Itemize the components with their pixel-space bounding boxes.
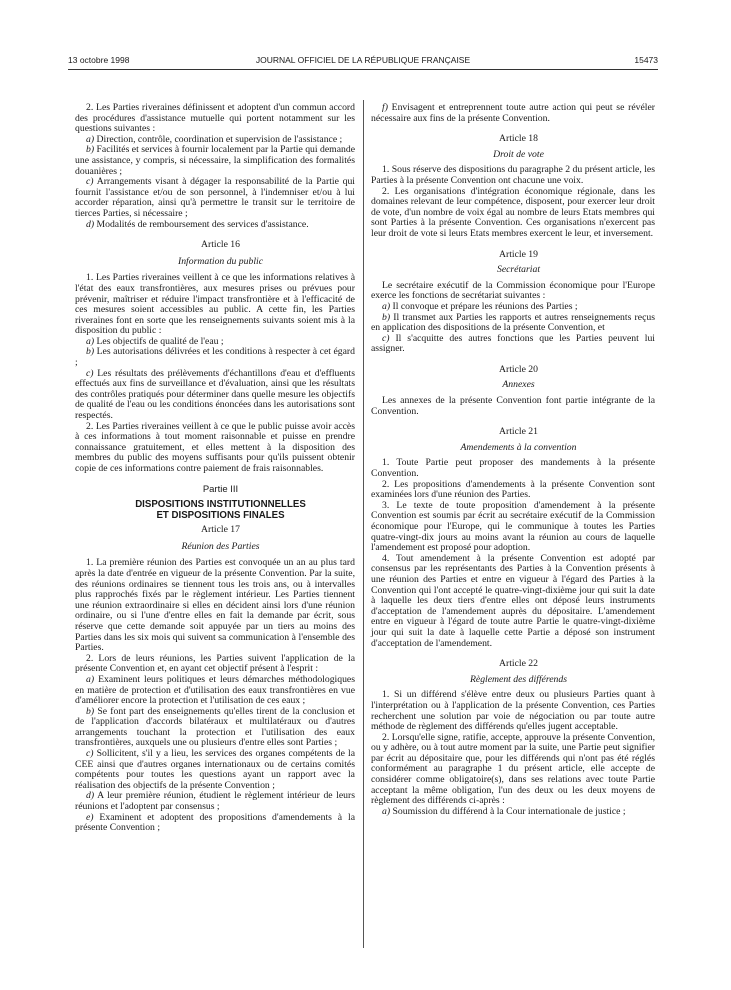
article-subtitle: Information du public (177, 255, 264, 267)
list-item (75, 749, 355, 791)
paragraph: 3. Le texte de toute proposition d'amendement à la présente Convention est soumis par écrit au secrétaire exécutif de la Commission économique pour l'Europe, qui le communique à toutes les Parties quatre-vingt-dix jours au moins avant la réunion au cours de laquelle l'amendement est proposé pour adoption. (371, 499, 655, 554)
item-text: Examinent et adoptent des propositions d'amendements à la présente Convention ; (75, 811, 355, 834)
item-label: b) (86, 705, 95, 717)
page-header (68, 55, 658, 69)
paragraph: 2. Les Parties riveraines veillent à ce que le public puisse avoir accès à ces informations à tout moment raisonnable et puisse en prendre connaissance gratuitement, et elles mettent à la disposition des membres du public des moyens suffisants pour qu'ils puissent obtenir copie de ces informations contre paiement de frais raisonnables. (75, 420, 355, 474)
paragraph: 1. Si un différend s'élève entre deux ou plusieurs Parties quant à l'interprétation ou à l'application de la présente Convention, ces Parties recherchent une solution par voie de négociation ou par toute autre méthode de règlement des différends qu'elles jugent acceptable. (371, 689, 655, 733)
paragraph: 1. Sous réserve des dispositions du paragraphe 2 du présent article, les Parties à la présente Convention ont chacune une voix. (371, 164, 655, 186)
item-text: Les résultats des prélèvements d'échantillons d'eau et d'effluents effectués aux fins de surveillance et d'évaluation, ainsi que les résultats des contrôles pratiqués pour déterminer dans quelle mesure les objectifs de qualité de l'eau ou les conditions énoncées dans les autorisations sont respectés. (75, 367, 355, 422)
header-rule (68, 69, 658, 70)
header-page-number: 15473 (634, 55, 658, 65)
list-item (75, 369, 355, 422)
list-item (75, 177, 355, 219)
paragraph: 1. La première réunion des Parties est convoquée un an au plus tard après la date d'entrée en vigueur de la présente Convention. Par la suite, des réunions ordinaires se tiennent tous les trois ans, ou à intervalles plus rapprochés fixés par le règlement intérieur. Les Parties tiennent une réunion extraordinaire si elles en décident ainsi lors d'une réunion ordinaire, ou si l'une d'entre elles en fait la demande par écrit, sous réserve que cette demande soit appuyée par un tiers au moins des Parties dans les six mois qui suivent sa communication à l'ensemble des Parties. (75, 557, 355, 654)
item-label: d) (86, 790, 95, 802)
item-text: A leur première réunion, étudient le règlement intérieur de leurs réunions et l'adoptent par consensus ; (75, 790, 355, 813)
article-heading: Article 16 (200, 239, 240, 251)
article-heading: Article 20 (498, 363, 538, 375)
item-label: c) (86, 367, 94, 379)
item-text: Les objectifs de qualité de l'eau ; (94, 335, 224, 347)
item-text: Se font part des enseignements qu'elles tirent de la conclusion et de l'application d'accords bilatéraux et multilatéraux ou d'autres arrangements touchant la protection et l'utilisation des eaux transfrontières, auxquels une ou plusieurs d'entre elles sont Parties ; (75, 705, 355, 749)
item-label: d) (86, 218, 95, 230)
article-subtitle: Amendements à la convention (460, 441, 577, 453)
item-label: a) (86, 673, 95, 685)
part-title: ET DISPOSITIONS FINALES (156, 510, 285, 522)
article-subtitle: Réunion des Parties (181, 540, 260, 552)
list-item (75, 813, 355, 834)
column-divider (363, 100, 364, 948)
item-label: c) (86, 748, 94, 760)
article-heading: Article 21 (498, 426, 538, 438)
paragraph: 2. Les Parties riveraines définissent et adoptent d'un commun accord des procédures d'assistance mutuelle qui portent notamment sur les questions suivantes : (75, 102, 355, 135)
left-column (75, 103, 355, 834)
item-text: Sollicitent, s'il y a lieu, les services des organes compétents de la CEE ainsi que d'autres organes internationaux ou de certains comités compétents pour toutes les questions ayant un rapport avec la réalisation des objectifs de la présente Convention ; (75, 748, 355, 791)
item-label: b) (86, 346, 95, 358)
list-item (75, 675, 355, 707)
list-item (371, 807, 655, 818)
item-label: e) (86, 811, 94, 823)
list-item (75, 220, 355, 231)
paragraph: 2. Lors de leurs réunions, les Parties suivent l'application de la présente Convention et, en ayant cet objectif présent à l'esprit : (75, 652, 355, 675)
header-journal-title: JOURNAL OFFICIEL DE LA RÉPUBLIQUE FRANÇAISE (255, 55, 471, 65)
item-text: Facilités et services à fournir localement par la Partie qui demande une assistance, y compris, si nécessaire, la simplification des formalités douanières ; (75, 144, 355, 177)
item-text: Arrangements visant à dégager la responsabilité de la Partie qui fournit l'assistance et/ou de son personnel, à l'indemniser et/ou à lui accorder réparation, ainsi qu'à permettre le transit sur le territoire de tierces Parties, si nécessaire ; (75, 176, 355, 219)
item-label: a) (382, 300, 391, 312)
item-label: b) (382, 311, 391, 323)
article-heading: Article 19 (498, 248, 538, 260)
item-text: Les autorisations délivrées et les conditions à respecter à cet égard ; (75, 346, 355, 369)
paragraph: 2. Lorsqu'elle signe, ratifie, accepte, approuve la présente Convention, ou y adhère, ou à tout autre moment par la suite, une Partie peut signifier par écrit au dépositaire que, pour les différends qui n'ont pas été réglés conformément au paragraphe 1 du présent article, elle accepte de considérer comme obligatoire(s), dans ses relations avec toute Partie acceptant la même obligation, l'un des deux ou les deux moyens de règlement des différends ci-après : (371, 731, 655, 807)
list-item (75, 791, 355, 812)
item-label: a) (86, 133, 95, 145)
list-item (371, 313, 655, 334)
paragraph: 2. Les propositions d'amendements à la présente Convention sont examinées lors d'une réunion des Parties. (371, 478, 655, 501)
item-label: a) (86, 335, 95, 347)
article-subtitle: Règlement des différends (469, 673, 568, 685)
list-item (75, 347, 355, 368)
item-label: c) (382, 332, 390, 344)
item-text: Modalités de remboursement des services d'assistance. (94, 218, 309, 230)
part-title: DISPOSITIONS INSTITUTIONNELLES (135, 499, 306, 511)
list-item (371, 334, 655, 355)
article-subtitle: Secrétariat (496, 264, 541, 276)
item-text: Envisagent et entreprennent toute autre action qui peut se révéler nécessaire aux fins de la présente Convention. (371, 102, 655, 124)
article-subtitle: Annexes (502, 379, 535, 391)
item-text: Soumission du différend à la Cour internationale de justice ; (390, 805, 626, 817)
item-label: c) (86, 176, 94, 188)
paragraph: Les annexes de la présente Convention font partie intégrante de la Convention. (371, 395, 655, 417)
item-text: Direction, contrôle, coordination et supervision de l'assistance ; (94, 133, 343, 145)
paragraph: 1. Les Parties riveraines veillent à ce que les informations relatives à l'état des eaux transfrontières, aux mesures prises ou prévues pour prévenir, maîtriser et réduire l'impact transfrontière et à l'efficacité de ces mesures soient accessibles au public. A cette fin, les Parties riveraines font en sorte que les renseignements suivants soient mis à la disposition du public : (75, 272, 355, 337)
article-heading: Article 17 (200, 524, 240, 536)
list-item (371, 103, 655, 124)
list-item (75, 145, 355, 177)
paragraph: 1. Toute Partie peut proposer des mandements à la présente Convention. (371, 457, 655, 480)
item-label: a) (382, 805, 391, 817)
list-item (75, 707, 355, 749)
article-heading: Article 18 (498, 133, 538, 145)
item-text: Examinent leurs politiques et leurs démarches méthodologiques en matière de protection et d'utilisation des eaux transfrontières en vue d'améliorer encore la protection et l'utilisation de ces eaux ; (75, 673, 355, 707)
item-text: Il transmet aux Parties les rapports et autres renseignements reçus en application des dispositions de la présente Convention, et (371, 311, 655, 334)
item-label: b) (86, 144, 95, 156)
item-text: Il s'acquitte des autres fonctions que les Parties peuvent lui assigner. (371, 332, 655, 355)
paragraph: Le secrétaire exécutif de la Commission économique pour l'Europe exerce les fonctions de secrétariat suivantes : (371, 279, 655, 302)
paragraph: 4. Tout amendement à la présente Convention est adopté par consensus par les représentants des Parties à la Convention présents à une réunion des Parties et entre en vigueur à l'égard des Parties à la Convention qui l'ont accepté le quatre-vingt-dixième jour qui suit la date à laquelle les deux tiers d'entre elles ont déposé leurs instruments d'acceptation de l'amendement auprès du dépositaire. L'amendement entre en vigueur à l'égard de toute autre Partie le quatre-vingt-dixième jour qui suit la date à laquelle cette Partie a déposé son instrument d'acceptation de l'amendement. (371, 552, 655, 649)
part-heading: Partie III (202, 483, 239, 495)
article-heading: Article 22 (498, 658, 538, 670)
paragraph: 2. Les organisations d'intégration économique régionale, dans les domaines relevant de leur compétence, disposent, pour exercer leur droit de vote, d'un nombre de voix égal au nombre de leurs Etats membres qui sont Parties à la présente Convention. Ces organisations n'exercent pas leur droit de vote si leurs Etats membres exercent le leur, et inversement. (371, 185, 655, 239)
right-column (371, 103, 655, 817)
header-date: 13 octobre 1998 (68, 55, 130, 65)
item-label: f) (382, 102, 388, 113)
article-subtitle: Droit de vote (493, 148, 544, 160)
item-text: Il convoque et prépare les réunions des Parties ; (390, 300, 578, 312)
